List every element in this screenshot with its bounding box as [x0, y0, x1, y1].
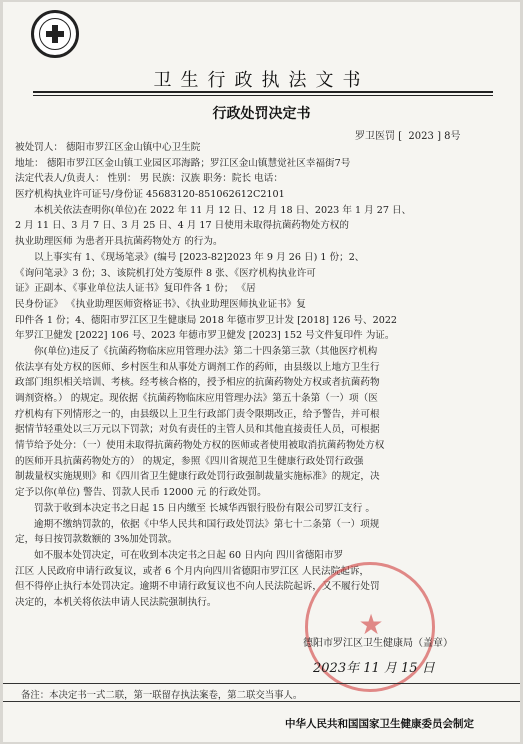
- body-line: 《询问笔录》3 份；3、该院机打处方笺原件 8 张、《医疗机构执业许可: [15, 267, 316, 279]
- body-line: 政部门组织相关培训、考核。经考核合格的，授予相应的抗菌药物处方权或者抗菌药物: [15, 377, 380, 389]
- body-line: 定予以你(单位) 警告、罚款人民币 12000 元 的行政处罚。: [15, 487, 267, 499]
- body-line: 民身份证》 《执业助理医师资格证书》、《执业助理医师执业证书》复: [15, 298, 306, 310]
- header-rule-thin: [33, 95, 493, 96]
- body-line: 逾期不缴纳罚款的，依据《中华人民共和国行政处罚法》第七十二条第（一）项规: [34, 518, 380, 530]
- body-line: 情节给予处分：（一）使用未取得抗菌药物处方权的医师或者使用被取消抗菌药物处方权: [15, 440, 385, 452]
- body-line: 法定代表人/负责人： 性别： 男 民族：汉族 职务：院长 电话：: [15, 173, 283, 185]
- body-line: 年罗江卫健发 [2022] 106 号、2023 年德市罗卫健发 [2023] 152 号文件复印件 为证。: [15, 330, 395, 342]
- body-line: 罚款于收到本决定书之日起 15 日内缴至 长城华西银行股份有限公司罗江支行 。: [34, 502, 375, 514]
- body-line: 2 月 11 日、3 月 7 日、3 月 25 日、4 月 17 日使用未取得抗菌药物处方权的: [15, 220, 349, 232]
- issue-date: 2023年 11 月 15 日: [313, 661, 435, 676]
- body-line: 本机关依法查明你(单位)在 2022 年 11 月 12 日、12 月 18 日、2023 年 1 月 27 日、: [34, 204, 412, 216]
- document-body: [15, 140, 503, 611]
- agency-emblem: [31, 10, 79, 58]
- header-rule: [33, 91, 493, 93]
- agency-heading: 卫生行政执法文书: [153, 70, 370, 91]
- body-line: 疗机构有下列情形之一的，由县级以上卫生行政部门责令限期改正，给予警告，并可根: [15, 408, 380, 420]
- body-line: 据情节轻重处以三万元以下罚款；对负有责任的主管人员和其他直接责任人员，可根据: [15, 424, 380, 436]
- footnote-rule: [3, 683, 520, 684]
- body-line: 被处罚人： 德阳市罗江区金山镇中心卫生院: [15, 142, 201, 153]
- body-line: 调剂资格。） 的规定。现依据《抗菌药物临床应用管理办法》第五十条第（一）项（医: [15, 393, 378, 404]
- body-line: 依法享有处方权的医师、乡村医生和从事处方调剂工作的药师，由县级以上地方卫生行: [15, 361, 380, 373]
- body-line: 定，每日按罚款数额的 3%加处罚款。: [15, 534, 178, 546]
- body-line: 执业助理医师 为患者开具抗菌药物处方 的行为。: [15, 236, 223, 248]
- body-line: 江区 人民政府申请行政复议，或者 6 个月内向四川省德阳市罗江区 人民法院起诉，: [15, 565, 370, 577]
- body-line: 决定的，本机关将依法申请人民法院强制执行。: [15, 596, 217, 608]
- body-line: 如不服本处罚决定，可在收到本决定书之日起 60 日内向 四川省德阳市罗: [34, 549, 344, 561]
- body-line: 以上事实有 1、《现场笔录》(编号 [2023-82]2023 年 9 月 26 日) 1 份；2、: [34, 251, 365, 263]
- document-title: 行政处罚决定书: [212, 106, 311, 122]
- body-line: 证》正副本、《事业单位法人证书》复印件各 1 份； 《居: [15, 283, 256, 295]
- body-line: 地址： 德阳市罗江区金山镇工业园区邛海路；罗江区金山镇慧觉社区幸福街7号: [15, 157, 351, 169]
- body-line: 制裁量权实施规则》和《四川省卫生健康行政处罚行政强制裁量实施标准》的规定，决: [15, 471, 380, 483]
- body-line: 印件各 1 份；4、德阳市罗江区卫生健康局 2018 年德市罗卫计发 [2018] 126 号、2022: [15, 314, 398, 326]
- body-line: 的医师开具抗菌药物处方的） 的规定，参照《四川省规范卫生健康行政处罚行政强: [15, 455, 364, 467]
- official-seal: ★: [305, 562, 435, 692]
- form-maker: 中华人民共和国国家卫生健康委员会制定: [285, 718, 474, 730]
- document-number: 罗卫医罚 [ 2023 ] 8号: [355, 131, 461, 142]
- footnote: 备注：本决定书一式二联，第一联留存执法案卷，第二联交当事人。: [21, 690, 303, 701]
- document-page: [3, 2, 520, 742]
- footnote-rule-bottom: [3, 701, 520, 702]
- body-line: 但不得停止执行本处罚决定。逾期不申请行政复议也不向人民法院起诉，又不履行处罚: [15, 581, 380, 593]
- issuing-authority: 德阳市罗江区卫生健康局（盖章）: [303, 638, 453, 649]
- body-line: 你(单位)违反了《抗菌药物临床应用管理办法》第二十四条第三款（其他医疗机构: [34, 345, 378, 357]
- body-line: 医疗机构执业许可证号/身份证 45683120-851062612C2101: [15, 189, 285, 201]
